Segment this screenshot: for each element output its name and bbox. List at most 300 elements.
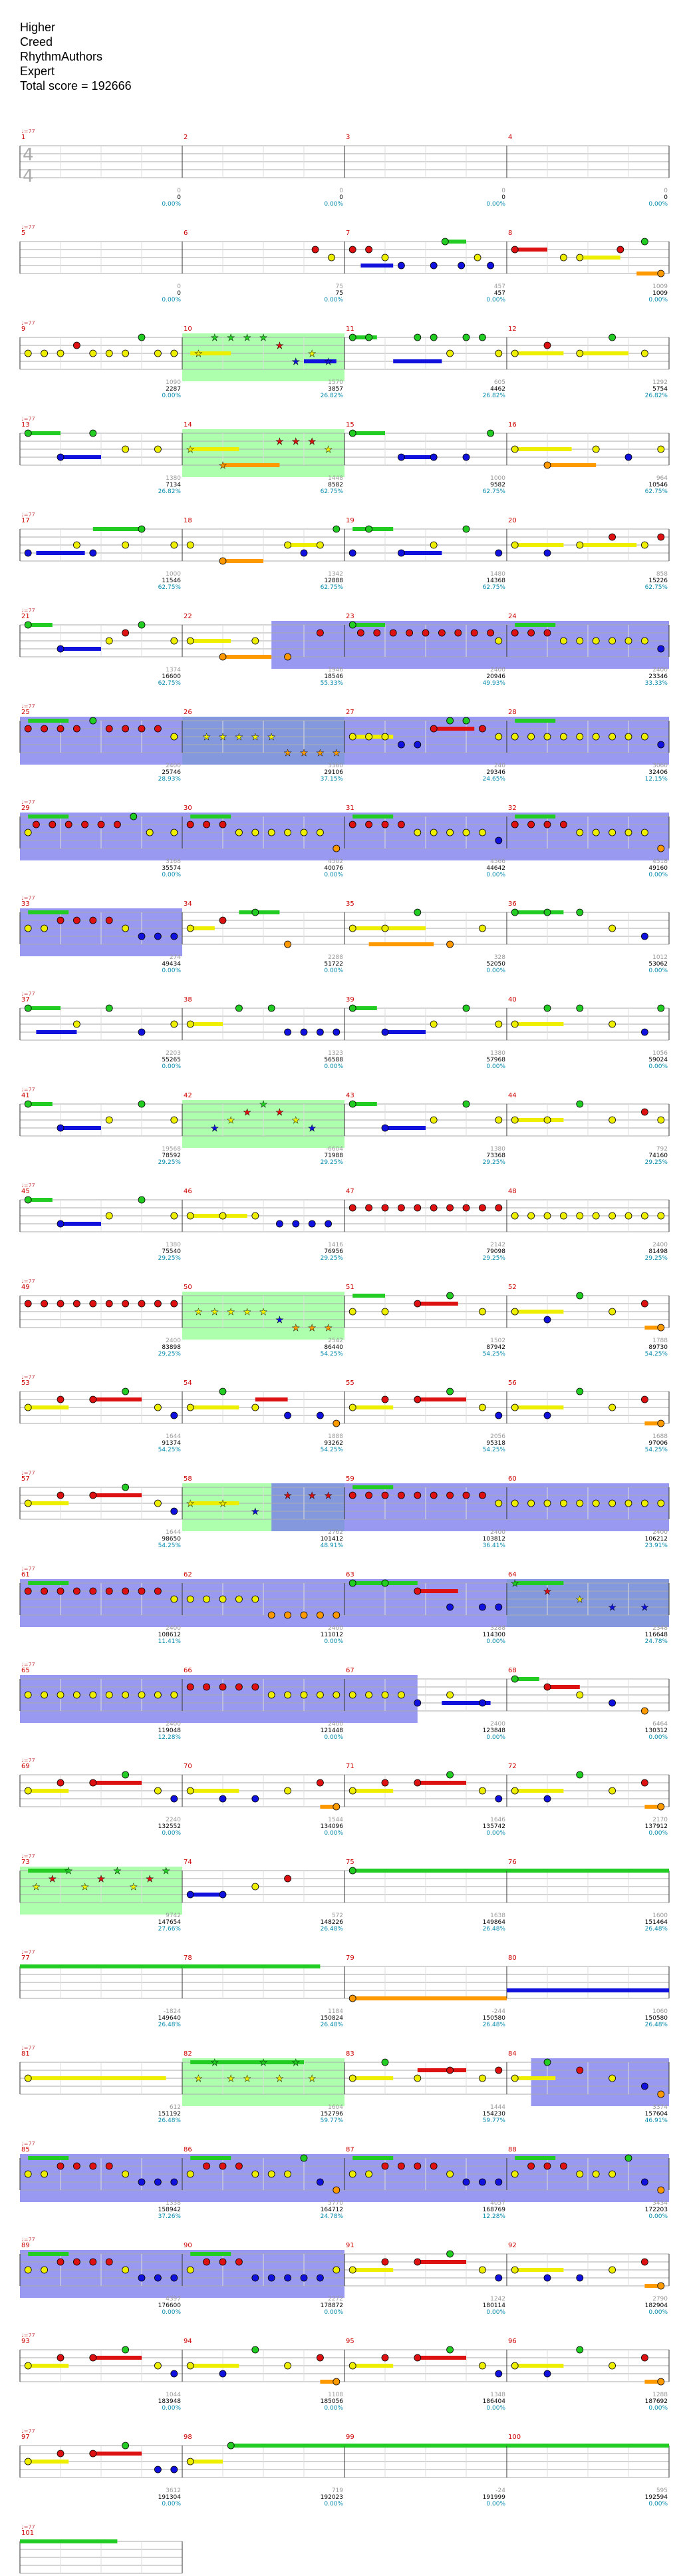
note-gem (187, 542, 194, 548)
cumulative-score: 52050 (486, 961, 505, 968)
note-gem (609, 733, 616, 740)
starpower-percent: 29.25% (158, 1159, 181, 1166)
note-gem (106, 1588, 112, 1594)
note-gem (528, 630, 535, 636)
note-gem (414, 909, 421, 916)
sustain-tail (190, 1214, 247, 1218)
sustain-tail (28, 2156, 68, 2160)
note-gem (641, 933, 648, 940)
time-signature-bottom: 4 (23, 166, 34, 186)
sustain-tail (352, 2156, 393, 2160)
star-note: ★ (291, 437, 301, 447)
note-gem (593, 638, 599, 644)
measure-count: 1380 (166, 1242, 181, 1248)
starpower-percent: 0.00% (324, 1638, 343, 1645)
note-gem (138, 2275, 145, 2281)
starpower-percent: 54.25% (482, 1447, 505, 1453)
starpower-percent: 26.48% (644, 2022, 668, 2028)
star-note: ★ (608, 1602, 616, 1613)
cumulative-score: 89730 (648, 1344, 668, 1351)
note-gem (349, 2362, 356, 2369)
tempo-marker: ♩=77 (21, 1949, 35, 1955)
note-gem (122, 925, 129, 932)
note-gem (25, 725, 31, 732)
measure-number: 63 (346, 1571, 354, 1578)
star-note: ★ (226, 333, 235, 343)
note-gem (252, 1404, 259, 1411)
measure-count: 964 (656, 475, 668, 482)
note-gem (398, 1204, 404, 1211)
note-gem (285, 2171, 291, 2177)
starpower-percent: 23.91% (644, 1543, 668, 1549)
cumulative-score: 180114 (482, 2302, 505, 2309)
note-gem (276, 1220, 283, 1227)
note-gem (349, 1005, 356, 1012)
measure-number: 46 (184, 1188, 192, 1195)
sustain-tail (515, 2364, 563, 2368)
measure-number: 31 (346, 805, 354, 812)
sustain-tail (28, 2364, 68, 2368)
note-gem (98, 821, 104, 828)
note-gem (73, 2259, 80, 2265)
measure-count: 0 (339, 188, 343, 194)
note-gem (57, 1492, 64, 1499)
note-gem (285, 941, 291, 948)
sustain-tail (515, 2156, 555, 2160)
note-gem (25, 1404, 31, 1411)
starpower-percent: 0.00% (486, 2501, 505, 2507)
note-gem (447, 2067, 454, 2074)
note-gem (382, 1580, 388, 1586)
note-gem (317, 1779, 323, 1786)
measure-count: 792 (656, 1146, 668, 1153)
sustain-tail (352, 1485, 393, 1489)
measure-count: 1000 (490, 475, 505, 482)
note-gem (658, 741, 664, 748)
note-gem (65, 821, 72, 828)
sustain-tail (515, 623, 555, 627)
note-gem (447, 1204, 454, 1211)
note-gem (414, 1700, 421, 1706)
measure-number: 56 (508, 1380, 517, 1387)
starpower-percent: 26.48% (158, 2022, 181, 2028)
measure-count: 2056 (490, 1433, 505, 1440)
note-gem (171, 1117, 178, 1123)
sustain-tail (507, 1869, 669, 1873)
star-note: ★ (243, 333, 251, 343)
sustain-tail (418, 2260, 466, 2264)
note-gem (430, 454, 437, 460)
cumulative-score: 71988 (324, 1153, 343, 1159)
cumulative-score: 29106 (324, 769, 343, 776)
cumulative-score: 75 (335, 290, 343, 297)
note-gem (382, 821, 388, 828)
note-gem (57, 645, 64, 652)
tempo-marker: ♩=77 (21, 608, 35, 614)
measure-number: 57 (21, 1475, 30, 1483)
note-gem (73, 1692, 80, 1698)
note-gem (41, 2171, 48, 2177)
cumulative-score: 147654 (158, 1919, 181, 1926)
measure-number: 10 (184, 325, 192, 333)
note-gem (641, 2259, 648, 2265)
note-gem (25, 829, 31, 836)
note-gem (593, 446, 599, 453)
note-gem (511, 821, 518, 828)
starpower-percent: 11.41% (158, 1638, 181, 1645)
note-gem (641, 1500, 648, 1507)
starpower-percent: 29.25% (644, 1159, 668, 1166)
measure-count: 2790 (652, 2296, 668, 2302)
note-gem (366, 1492, 372, 1499)
sustain-tail (352, 431, 385, 435)
measure-number: 75 (346, 1859, 354, 1866)
note-gem (398, 1492, 404, 1499)
note-gem (349, 2075, 356, 2082)
note-gem (122, 1692, 129, 1698)
note-gem (382, 2059, 388, 2066)
sustain-tail (28, 1789, 68, 1793)
note-gem (609, 534, 616, 540)
note-gem (187, 1596, 194, 1602)
note-gem (544, 1684, 551, 1690)
note-gem (641, 638, 648, 644)
note-gem (430, 1204, 437, 1211)
measure-number: 91 (346, 2242, 354, 2249)
measure-count: 1184 (328, 2008, 343, 2015)
sustain-tail (223, 655, 271, 659)
starpower-percent: 26.82% (320, 393, 343, 399)
star-note: ★ (226, 1307, 235, 1318)
note-gem (90, 550, 96, 556)
note-gem (73, 1588, 80, 1594)
starpower-percent: 0.00% (486, 1063, 505, 1070)
measure-count: 4518 (652, 858, 668, 865)
note-gem (187, 2362, 194, 2369)
note-gem (617, 246, 624, 253)
note-gem (544, 2059, 551, 2066)
note-gem (252, 2171, 259, 2177)
note-gem (138, 622, 145, 628)
note-gem (171, 2370, 178, 2377)
note-gem (641, 2083, 648, 2090)
measure-number: 53 (21, 1380, 30, 1387)
measure-number: 29 (21, 805, 30, 812)
sustain-tail (223, 463, 279, 467)
measure-number: 94 (184, 2338, 192, 2345)
starpower-percent: 62.75% (644, 584, 668, 591)
note-gem (349, 1787, 356, 1794)
starpower-percent: 59.77% (320, 2117, 343, 2124)
star-note: ★ (194, 349, 203, 359)
note-gem (268, 1005, 275, 1012)
note-gem (317, 2275, 323, 2281)
sustain-tail (352, 1294, 385, 1298)
measure-count: 1646 (490, 1817, 505, 1823)
starpower-percent: 62.75% (320, 584, 343, 591)
cumulative-score: 158942 (158, 2207, 181, 2213)
sustain-tail (385, 1126, 426, 1130)
measure-number: 2 (184, 134, 188, 141)
star-note: ★ (145, 1874, 154, 1885)
note-gem (301, 829, 307, 836)
note-gem (487, 630, 494, 636)
measure-number: 87 (346, 2146, 354, 2153)
note-gem (544, 1795, 551, 1802)
note-gem (219, 2259, 226, 2265)
note-gem (219, 2370, 226, 2377)
note-gem (414, 2163, 421, 2169)
star-note: ★ (194, 1307, 203, 1318)
note-gem (138, 1588, 145, 1594)
note-gem (154, 446, 161, 453)
note-gem (90, 2163, 96, 2169)
solo-section (531, 2058, 669, 2106)
note-gem (625, 2155, 632, 2161)
starpower-percent: 26.48% (320, 1926, 343, 1932)
note-gem (25, 2267, 31, 2273)
cumulative-score: 73368 (486, 1153, 505, 1159)
cumulative-score: 457 (493, 290, 505, 297)
cumulative-score: 0 (339, 194, 343, 201)
measure-count: 3360 (328, 763, 343, 769)
measure-count: 2400 (652, 667, 668, 673)
note-gem (374, 630, 380, 636)
note-gem (658, 1212, 664, 1219)
song-title: Higher (20, 21, 56, 34)
measure-count: 0 (177, 188, 181, 194)
cumulative-score: 185056 (320, 2398, 343, 2405)
star-note: ★ (243, 2074, 251, 2084)
note-gem (349, 1492, 356, 1499)
note-gem (658, 270, 664, 277)
measure-count: 2542 (328, 1338, 343, 1344)
cumulative-score: 35574 (162, 865, 181, 872)
note-gem (187, 925, 194, 932)
note-gem (122, 1771, 129, 1778)
tempo-marker: ♩=77 (21, 1566, 35, 1572)
tempo-marker: ♩=77 (21, 1853, 35, 1859)
note-gem (479, 1787, 485, 1794)
cumulative-score: 149864 (482, 1919, 505, 1926)
note-gem (430, 1117, 437, 1123)
cumulative-score: 40076 (324, 865, 343, 872)
note-gem (285, 2362, 291, 2369)
note-gem (333, 1803, 340, 1810)
note-gem (609, 2075, 616, 2082)
tempo-marker: ♩=77 (21, 512, 35, 518)
note-gem (544, 630, 551, 636)
note-gem (495, 2179, 502, 2185)
note-gem (106, 1212, 112, 1219)
starpower-percent: 0.00% (324, 2501, 343, 2507)
tempo-marker: ♩=77 (21, 320, 35, 326)
note-gem (495, 1021, 502, 1027)
note-gem (560, 1212, 567, 1219)
note-gem (511, 1676, 518, 1682)
starpower-percent: 62.75% (644, 488, 668, 495)
cumulative-score: 95318 (486, 1440, 505, 1447)
star-note: ★ (291, 2058, 301, 2068)
starpower-percent: 29.25% (158, 1255, 181, 1262)
note-gem (658, 1420, 664, 1427)
note-gem (333, 2378, 340, 2385)
measure-number: 17 (21, 517, 30, 524)
measure-count: 2142 (490, 1242, 505, 1248)
note-gem (317, 2179, 323, 2185)
measure-number: 8 (508, 230, 513, 237)
total-score: Total score = 192666 (20, 79, 132, 92)
note-gem (25, 430, 31, 437)
sustain-tail (515, 447, 571, 451)
starpower-percent: 46.91% (644, 2117, 668, 2124)
cumulative-score: 78592 (162, 1153, 181, 1159)
note-gem (25, 2171, 31, 2177)
note-gem (560, 733, 567, 740)
note-gem (511, 446, 518, 453)
starpower-percent: 54.25% (320, 1351, 343, 1358)
measure-count: 858 (656, 571, 668, 578)
note-gem (577, 1692, 583, 1698)
note-gem (25, 2362, 31, 2369)
measure-number: 65 (21, 1667, 30, 1674)
note-gem (593, 2171, 599, 2177)
note-gem (463, 1204, 470, 1211)
note-gem (511, 1021, 518, 1027)
measure-count: 1044 (166, 2392, 181, 2398)
sustain-tail (28, 2460, 68, 2464)
note-gem (609, 1021, 616, 1027)
sustain-tail (515, 719, 555, 723)
tempo-marker: ♩=77 (21, 1183, 35, 1189)
star-note: ★ (186, 1499, 195, 1509)
tempo-marker: ♩=77 (21, 128, 35, 134)
measure-count: 1288 (652, 2392, 668, 2398)
note-gem (57, 2450, 64, 2457)
note-gem (122, 2267, 129, 2273)
measure-number: 40 (508, 996, 517, 1004)
measure-count: 75 (335, 283, 343, 290)
cumulative-score: 191304 (158, 2494, 181, 2501)
note-gem (658, 1005, 664, 1012)
note-gem (366, 733, 372, 740)
measure-count: 0 (501, 188, 505, 194)
note-gem (495, 2067, 502, 2074)
measure-number: 67 (346, 1667, 354, 1674)
note-gem (511, 246, 518, 253)
sustain-tail (28, 2076, 166, 2080)
note-gem (577, 1771, 583, 1778)
cumulative-score: 135742 (482, 1823, 505, 1830)
cumulative-score: 9582 (490, 482, 505, 488)
measure-count: 2170 (652, 1817, 668, 1823)
note-gem (544, 1005, 551, 1012)
note-gem (138, 933, 145, 940)
note-gem (187, 2171, 194, 2177)
sustain-tail (93, 2452, 142, 2456)
sustain-tail (28, 431, 61, 435)
measure-count: 1946 (328, 667, 343, 673)
sustain-tail (580, 351, 628, 355)
measure-count: 1323 (328, 1050, 343, 1057)
measure-number: 82 (184, 2050, 192, 2058)
star-note: ★ (307, 2074, 317, 2084)
measure-count: 4397 (166, 2296, 181, 2302)
cumulative-score: 49160 (648, 865, 668, 872)
starpower-percent: 0.00% (324, 297, 343, 303)
starpower-percent: 26.48% (482, 1926, 505, 1932)
star-note: ★ (251, 1507, 260, 1517)
note-gem (252, 2346, 259, 2353)
note-gem (57, 1692, 64, 1698)
note-gem (430, 262, 437, 269)
sustain-tail (190, 1501, 239, 1505)
cumulative-score: 0 (501, 194, 505, 201)
measure-count: 2762 (328, 1529, 343, 1536)
measure-number: 24 (508, 613, 517, 620)
measure-number: 72 (508, 1763, 517, 1770)
note-gem (398, 262, 404, 269)
note-gem (495, 733, 502, 740)
note-gem (268, 1612, 275, 1618)
cumulative-score: 7134 (166, 482, 181, 488)
star-note: ★ (267, 732, 276, 743)
note-gem (609, 829, 616, 836)
sustain-tail (418, 2068, 466, 2072)
note-gem (57, 2354, 64, 2361)
note-gem (609, 925, 616, 932)
note-gem (430, 542, 437, 548)
note-gem (90, 430, 96, 437)
measure-count: 5770 (328, 2200, 343, 2207)
tempo-marker: ♩=77 (21, 2237, 35, 2243)
note-gem (252, 1212, 259, 1219)
note-gem (625, 1500, 632, 1507)
measure-count: 1502 (490, 1338, 505, 1344)
sustain-tail (28, 1869, 68, 1873)
sustain-tail (352, 1869, 507, 1873)
note-gem (609, 1787, 616, 1794)
sustain-tail (352, 2076, 393, 2080)
measure-number: 41 (21, 1092, 30, 1099)
note-gem (658, 1803, 664, 1810)
note-gem (479, 2179, 485, 2185)
note-gem (495, 350, 502, 357)
note-gem (609, 2267, 616, 2273)
note-gem (25, 1101, 31, 1107)
star-note: ★ (324, 357, 333, 367)
note-gem (447, 1692, 454, 1698)
note-gem (479, 1204, 485, 1211)
star-note: ★ (640, 1602, 649, 1613)
note-gem (154, 1500, 161, 1507)
star-note: ★ (64, 1866, 73, 1877)
note-gem (25, 550, 31, 556)
note-gem (382, 1492, 388, 1499)
note-gem (593, 733, 599, 740)
cumulative-score: 191999 (482, 2494, 505, 2501)
cumulative-score: 51722 (324, 961, 343, 968)
sustain-tail (636, 272, 661, 276)
note-gem (366, 526, 372, 532)
note-gem (463, 454, 470, 460)
note-gem (593, 1500, 599, 1507)
sustain-tail (385, 1030, 426, 1034)
note-gem (73, 2163, 80, 2169)
measure-number: 66 (184, 1667, 192, 1674)
cumulative-score: 164712 (320, 2207, 343, 2213)
measure-number: 45 (21, 1188, 30, 1195)
